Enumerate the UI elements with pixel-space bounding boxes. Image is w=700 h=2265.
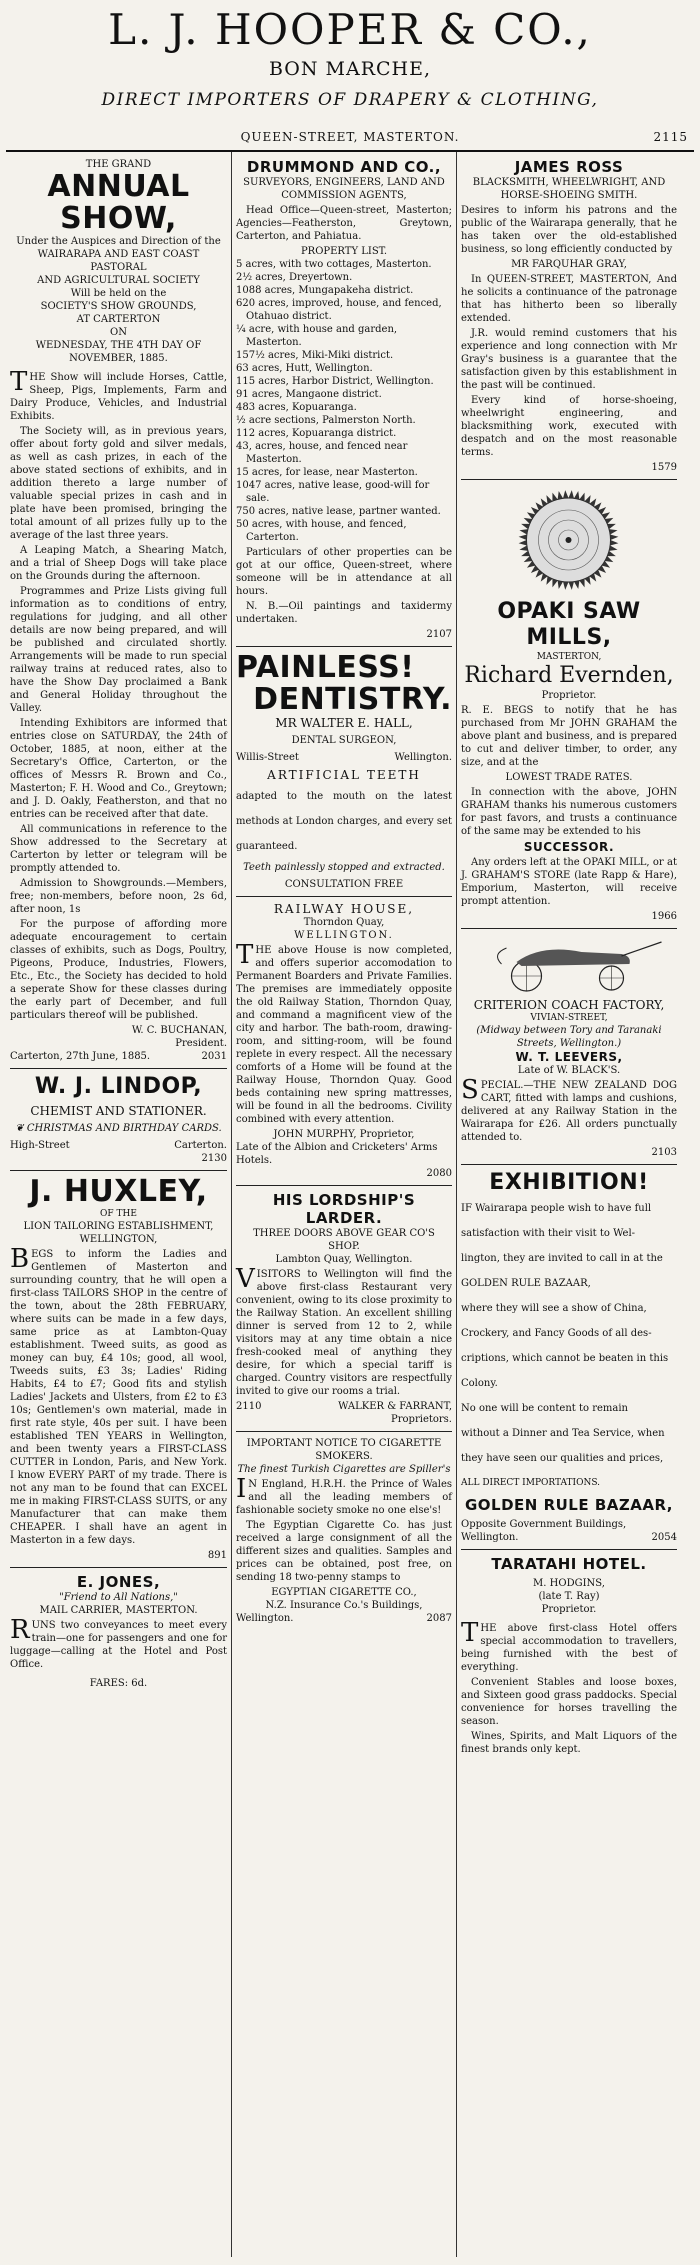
opaki-place: MASTERTON, (536, 652, 602, 662)
property-item: 2½ acres, Dreyertown. (236, 272, 353, 283)
show-line: NOVEMBER, 1885. (69, 353, 168, 364)
carriage-icon (461, 934, 677, 994)
property-item: 620 acres, improved, house, and fenced, Otahuao district. (236, 298, 442, 322)
larder-subtitle: THREE DOORS ABOVE GEAR CO'S SHOP. (253, 1228, 435, 1252)
jones-fares: FARES: 6d. (89, 1678, 148, 1689)
property-item: 483 acres, Kopuaranga. (236, 402, 357, 413)
dentistry-body: adapted to the mouth on the latest methods at London charges, and every set guaranteed. (236, 791, 452, 852)
cigarette-tag: The finest Turkish Cigarettes are Spiller's (237, 1464, 451, 1475)
show-footer (10, 1050, 227, 1063)
larder-ad (236, 1189, 452, 1432)
taratahi-body-2: Convenient Stables and loose boxes, and Sixteen good grass paddocks. Special convenience for horses travelling the season. (461, 1677, 677, 1727)
masthead-tagline: DIRECT IMPORTERS OF DRAPERY & CLOTHING, (101, 90, 599, 110)
exhibition-number: 2054 (651, 1532, 677, 1543)
exhibition-line: Colony. (461, 1378, 498, 1389)
show-date: Carterton, 27th June, 1885. (10, 1051, 151, 1062)
drummond-title: DRUMMOND AND CO., (246, 158, 442, 176)
show-number: 2031 (201, 1051, 227, 1062)
show-line: Under the Auspices and Direction of the (16, 236, 221, 247)
exhibition-city: Wellington. (461, 1532, 519, 1543)
show-signer: W. C. BUCHANAN, (131, 1025, 227, 1036)
show-line: WEDNESDAY, THE 4TH DAY OF (35, 340, 202, 351)
show-para: Intending Exhibitors are informed that entries close on SATURDAY, the 24th of October, 1885, at noon, either at the Secretary's Office, Carterton, or the offices of Messrs R. Brown and Co., Masterton; F. H. Wood and Co., Greytown; and J. D. Oakly, Featherston, and that no entries can be received after that date. (10, 718, 227, 820)
columns (6, 152, 694, 2257)
ross-subtitle: BLACKSMITH, WHEELWRIGHT, AND HORSE-SHOEING SMITH. (472, 177, 666, 201)
ross-ad (461, 156, 677, 480)
saw-tooth (563, 582, 568, 590)
show-para: Admission to Showgrounds.—Members, free; non-members, before noon, 2s 6d, after noon, 1s (10, 878, 227, 915)
coach-title: CRITERION COACH FACTORY, (473, 998, 665, 1012)
saw-tooth (609, 529, 617, 534)
exhibition-line: lington, they are invited to call in at the (461, 1253, 663, 1264)
show-pre: THE GRAND (85, 159, 152, 170)
taratahi-body-3: Wines, Spirits, and Malt Liquors of the finest brands only kept. (461, 1731, 677, 1755)
lindop-ad (10, 1072, 227, 1171)
railway-city: WELLINGTON. (294, 930, 394, 941)
ross-title: JAMES ROSS (514, 158, 624, 176)
column-middle (231, 152, 456, 2257)
cigarette-body-2: The Egyptian Cigarette Co. has just received a large consignment of all the different sizes and qualities. Samples and prices can be obtained, post free, on sending 18 two-penny stamps to (236, 1520, 452, 1583)
jones-subtitle: MAIL CARRIER, MASTERTON. (39, 1605, 198, 1616)
huxley-establishment: LION TAILORING ESTABLISHMENT, WELLINGTON, (23, 1221, 214, 1245)
taratahi-ad (461, 1553, 677, 1763)
masthead-title: L. J. HOOPER & CO., (108, 5, 592, 54)
saw-tooth (519, 535, 527, 540)
jones-ad (10, 1571, 227, 1695)
larder-body: VISITORS to Wellington will find the above first-class Restaurant very convenient, owing to its close proximity to the Railway Station. An excellent shilling dinner is served from 12 to 2, while visitors may at any time obtain a nice fresh-cooked meal of anything they desire, for which a special tariff is charged. Country visitors are respectfully invited to give our rooms a trial. (236, 1264, 452, 1397)
drummond-subtitle: SURVEYORS, ENGINEERS, LAND AND COMMISSION AGENTS, (243, 177, 445, 201)
property-item: 115 acres, Harbor District, Wellington. (236, 376, 434, 387)
railway-body: THE above House is now completed, and offers superior accomodation to Permanent Boarders and Private Families. The premises are immediately opposite the old Railway Station, Thorndon Quay, and command a magnificent view of the city and harbor. The bath-room, drawing-room, and sitting-room, will be found replete in every respect. All the necessary comforts of a Home will be found at the Railway House, Thorndon Quay. Good beds containing new spring mattresses, will be found in all the bedrooms. Civility combined with every attention. (236, 940, 452, 1125)
lindop-number: 2130 (201, 1153, 227, 1164)
property-item: ½ acre sections, Palmerston North. (236, 415, 416, 426)
opaki-body-3: Any orders left at the OPAKI MILL, or at J. GRAHAM'S STORE (late Rapp & Hare), Emporium, Masterton, will receive prompt attention. (461, 857, 677, 907)
opaki-owner: Richard Evernden, (464, 663, 674, 688)
larder-owner: WALKER & FARRANT, (338, 1401, 452, 1412)
cigarette-footer (236, 1612, 452, 1625)
show-para: A Leaping Match, a Shearing Match, and a trial of Sheep Dogs will take place on the Grounds during the afternoon. (10, 545, 227, 582)
saw-tooth (558, 581, 563, 589)
show-para: THE Show will include Horses, Cattle, Sheep, Pigs, Implements, Farm and Dairy Produce, Vehicles, and Industrial Exhibits. (10, 367, 227, 422)
exhibition-line: without a Dinner and Tea Service, when (461, 1428, 665, 1439)
dentistry-title-2: DENTISTRY. (253, 682, 452, 717)
saw-blade-icon (461, 485, 677, 595)
dentistry-street: Willis-Street (236, 752, 299, 763)
coach-name: W. T. LEEVERS, (515, 1050, 623, 1064)
column-left (6, 152, 231, 2257)
railway-late: Late of the Albion and Cricketers' Arms Hotels. (236, 1142, 438, 1166)
coach-ad (461, 932, 677, 1165)
drummond-list-title: PROPERTY LIST. (300, 246, 388, 257)
saw-tooth (610, 540, 618, 545)
huxley-title: J. HUXLEY, (29, 1174, 208, 1209)
lindop-town: Carterton. (174, 1140, 227, 1151)
masthead-number: 2115 (653, 130, 688, 144)
masthead-subtitle: BON MARCHE, (268, 58, 432, 80)
drummond-intro: Head Office—Queen-street, Masterton; Agencies—Featherston, Greytown, Carterton, and Pahiatua. (236, 205, 452, 242)
property-item: 43, acres, house, and fenced near Masterton. (236, 441, 408, 465)
ross-number: 1579 (651, 462, 677, 473)
exhibition-line: they have seen our qualities and prices, (461, 1453, 664, 1464)
column-right (456, 152, 681, 2257)
exhibition-title: EXHIBITION! (489, 1170, 649, 1195)
property-item: 750 acres, native lease, partner wanted. (236, 506, 441, 517)
jones-title: E. JONES, (76, 1573, 161, 1591)
opaki-body-1: R. E. BEGS to notify that he has purchased from Mr JOHN GRAHAM the above plant and business, and is prepared to cut and deliver timber, to order, any size, and at the (461, 705, 677, 768)
railway-owner: JOHN MURPHY, Proprietor, (273, 1129, 415, 1140)
ross-body-2: In QUEEN-STREET, MASTERTON, And he solicits a continuance of the patronage that has hitherto been so liberally extended. (461, 274, 677, 324)
coach-late: Late of W. BLACK'S. (517, 1065, 621, 1076)
property-item: 112 acres, Kopuaranga district. (236, 428, 397, 439)
exhibition-footer (461, 1531, 677, 1544)
taratahi-late: (late T. Ray) (538, 1591, 600, 1602)
lindop-subtitle: CHEMIST AND STATIONER. (30, 1104, 207, 1118)
coach-street: VIVIAN-STREET, (530, 1013, 608, 1023)
opaki-ad (461, 483, 677, 929)
saw-tooth (574, 581, 579, 589)
dentistry-teeth: ARTIFICIAL TEETH (267, 768, 421, 782)
show-line: AND AGRICULTURAL SOCIETY (37, 275, 200, 286)
exhibition-line: IF Wairarapa people wish to have full (461, 1203, 652, 1214)
larder-footer (236, 1400, 452, 1413)
exhibition-line: satisfaction with their visit to Wel- (461, 1228, 636, 1239)
show-para: For the purpose of affording more adequate encouragement to certain classes of exhibits, such as Dogs, Poultry, Pigeons, Produce, Industries, Flowers, Etc., Etc., the Society has decided to hold a seperate Show for these classes during the early part of December, and full particulars thereof will be published. (10, 919, 227, 1021)
ross-name: MR FARQUHAR GRAY, (511, 259, 627, 270)
jones-body: RUNS two conveyances to meet every train—one for passengers and one for luggage—calling at the Hotel and Post Office. (10, 1615, 227, 1670)
scroll-ornament-icon: ❦ (15, 1123, 27, 1134)
lindop-address (10, 1139, 227, 1152)
property-item: 15 acres, for lease, near Masterton. (236, 467, 418, 478)
huxley-of: OF THE (100, 1209, 137, 1219)
exhibition-line: No one will be content to remain (461, 1403, 628, 1414)
larder-title: HIS LORDSHIP'S LARDER. (272, 1191, 416, 1227)
huxley-ad (10, 1174, 227, 1568)
show-para: The Society will, as in previous years, offer about forty gold and silver medals, as well as cash prizes, in each of the above stated sections of exhibits, and in addition thereto a large number of valuable special prizes in cash and in plate have been promised, bringing the total amount of all prizes fully up to the average of the last three years. (10, 426, 227, 541)
opaki-successor: SUCCESSOR. (523, 840, 615, 854)
dentistry-city: Wellington. (394, 752, 452, 763)
railway-number: 2080 (426, 1168, 452, 1179)
property-item: 63 acres, Hutt, Wellington. (236, 363, 373, 374)
property-item: 1088 acres, Mungapakeha district. (236, 285, 414, 296)
property-item: 157½ acres, Miki-Miki district. (236, 350, 394, 361)
exhibition-opposite: Opposite Government Buildings, (461, 1519, 627, 1530)
dentistry-name: MR WALTER E. HALL, (275, 716, 413, 730)
masthead-address-row (6, 130, 694, 146)
exhibition-line: GOLDEN RULE BAZAAR, (461, 1278, 591, 1289)
dentistry-role: DENTAL SURGEON, (291, 735, 397, 746)
drummond-ad (236, 156, 452, 647)
coach-number: 2103 (651, 1147, 677, 1158)
dentistry-title-1: PAINLESS! (236, 650, 415, 685)
opaki-title: OPAKI SAW MILLS, (497, 599, 641, 650)
larder-number: 2110 (236, 1401, 262, 1412)
cigarette-title: IMPORTANT NOTICE TO CIGARETTE SMOKERS. (246, 1438, 442, 1462)
opaki-number: 1966 (651, 911, 677, 922)
saw-tooth (569, 490, 574, 498)
railway-house-ad (236, 900, 452, 1186)
coach-where: (Midway between Tory and Taranaki Streets, Wellington.) (476, 1025, 662, 1049)
taratahi-owner: M. HODGINS, (533, 1578, 605, 1589)
opaki-owner-title: Proprietor. (541, 690, 597, 701)
dentistry-extract: Teeth painlessly stopped and extracted. (243, 862, 445, 873)
larder-owner-title: Proprietors. (391, 1414, 452, 1425)
saw-tooth (574, 491, 579, 499)
dentistry-consult: CONSULTATION FREE (284, 879, 404, 890)
exhibition-line: criptions, which cannot be beaten in this (461, 1353, 669, 1364)
show-line: Will be held on the (70, 288, 167, 299)
cigarette-body-1: IN England, H.R.H. the Prince of Wales and all the leading members of fashionable society smoke no one else's! (236, 1474, 452, 1516)
annual-show-ad (10, 156, 227, 1069)
dentistry-address (236, 751, 452, 764)
lindop-cards-text: CHRISTMAS AND BIRTHDAY CARDS. (26, 1123, 222, 1134)
exhibition-line: ALL DIRECT IMPORTATIONS. (461, 1478, 601, 1488)
railway-title: RAILWAY HOUSE, (273, 902, 415, 916)
saw-tooth (519, 540, 527, 545)
property-item: 1047 acres, native lease, good-will for sale. (236, 480, 430, 504)
show-line: AT CARTERTON (76, 314, 161, 325)
saw-tooth (558, 491, 563, 499)
larder-place: Lambton Quay, Wellington. (275, 1254, 413, 1265)
exhibition-bazaar: GOLDEN RULE BAZAAR, (464, 1496, 673, 1514)
show-signer-title: President. (175, 1038, 227, 1049)
ross-body-4: Every kind of horse-shoeing, wheelwright engineering, and blacksmithing work, executed with despatch and on the most reasonable terms. (461, 395, 677, 458)
cigarette-company: EGYPTIAN CIGARETTE CO., (271, 1587, 417, 1598)
saw-tooth (610, 535, 618, 540)
show-line: ON (110, 327, 127, 338)
jones-motto: "Friend to All Nations," (59, 1592, 178, 1603)
exhibition-line: Crockery, and Fancy Goods of all des- (461, 1328, 652, 1339)
taratahi-owner-title: Proprietor. (541, 1604, 597, 1615)
property-item: 50 acres, with house, and fenced, Carterton. (236, 519, 407, 543)
saw-tooth (519, 529, 527, 534)
lindop-title: W. J. LINDOP, (34, 1074, 203, 1099)
ross-body-3: J.R. would remind customers that his experience and long connection with Mr Gray's business is a guarantee that the satisfaction given by this establishment in the past will be continued. (461, 328, 677, 391)
huxley-number: 891 (207, 1550, 227, 1561)
saw-tooth (569, 582, 574, 590)
property-item: ¼ acre, with house and garden, Masterton. (236, 324, 398, 348)
masthead (6, 5, 694, 146)
cigarette-city: Wellington. (236, 1613, 294, 1624)
masthead-address: QUEEN-STREET, MASTERTON. (240, 130, 460, 144)
show-para: All communications in reference to the Show addressed to the Secretary at Carterton by letter or telegram will be promptly attended to. (10, 824, 227, 874)
cigarette-ad (236, 1435, 452, 1630)
lindop-cards (10, 1122, 227, 1135)
exhibition-ad (461, 1168, 677, 1550)
huxley-body: BEGS to inform the Ladies and Gentlemen of Masterton and surrounding country, that he will open a first-class TAILORS SHOP in the centre of the town, about the 28th FEBRUARY, where suits can be made in a few days, same price as at Lambton-Quay establishment. Tweed suits, as good as money can buy, £4 10s; good, all wool, Tweeds suits, £3 3s; Ladies' Riding Habits, £4 to £7; Good fits and stylish Ladies' Jackets and Ulsters, from £2 to £3 10s; Gentlemen's own material, made in first rate style, 40s per suit. I have been established TEN YEARS in Wellington, and been twenty years a FIRST-CLASS CUTTER in London, Paris, and New York. I know EVERY PART of my trade. There is not any man to be found that can EXCEL me in making FIRST-CLASS SUITS, or any Manufacturer that can make them CHEAPER. I shall have an agent in Masterton in a few days. (10, 1244, 227, 1546)
lindop-street: High-Street (10, 1140, 70, 1151)
drummond-number: 2107 (426, 629, 452, 640)
cigarette-address: N.Z. Insurance Co.'s Buildings, (265, 1600, 423, 1611)
show-para: Programmes and Prize Lists giving full information as to conditions of entry, regulations for judging, and all other details are now being prepared, and will be published and circulated shortly. Arrangements will be made to run special railway trains at reduced rates, also to have the Show Day proclaimed a Bank and General Holiday throughout the Valley. (10, 586, 227, 714)
opaki-rates: LOWEST TRADE RATES. (505, 772, 633, 783)
dentistry-ad (236, 650, 452, 897)
saw-tooth (563, 490, 568, 498)
exhibition-line: where they will see a show of China, (461, 1303, 647, 1314)
railway-place: Thorndon Quay, (303, 917, 385, 928)
property-item: 91 acres, Mangaone district. (236, 389, 382, 400)
coach-body: SPECIAL.—THE NEW ZEALAND DOG CART, fitted with lamps and cushions, delivered at any Railway Station in the Wairarapa for £26. All orders punctually attended to. (461, 1075, 677, 1143)
saw-tooth (609, 545, 617, 550)
taratahi-title: TARATAHI HOTEL. (491, 1555, 647, 1573)
opaki-body-2: In connection with the above, JOHN GRAHAM thanks his numerous customers for past favors, and trusts a continuance of the same may be extended to his (461, 787, 677, 837)
drummond-nb: N. B.—Oil paintings and taxidermy undertaken. (236, 601, 452, 625)
drummond-note: Particulars of other properties can be got at our office, Queen-street, where someone will be in attendance at all hours. (236, 547, 452, 597)
cigarette-number: 2087 (426, 1613, 452, 1624)
show-title: ANNUAL SHOW, (47, 169, 190, 236)
railway-footer (236, 1141, 452, 1167)
show-line: WAIRARAPA AND EAST COAST PASTORAL (37, 249, 200, 273)
ross-body-1: Desires to inform his patrons and the public of the Wairarapa generally, that he has taken over the old-established business, so long efficiently conducted by (461, 205, 677, 255)
taratahi-body-1: THE above first-class Hotel offers special accommodation to travellers, being furnished with the best of everything. (461, 1618, 677, 1673)
saw-tooth (519, 545, 527, 550)
show-line: SOCIETY'S SHOW GROUNDS, (40, 301, 197, 312)
property-item: 5 acres, with two cottages, Masterton. (236, 259, 432, 270)
